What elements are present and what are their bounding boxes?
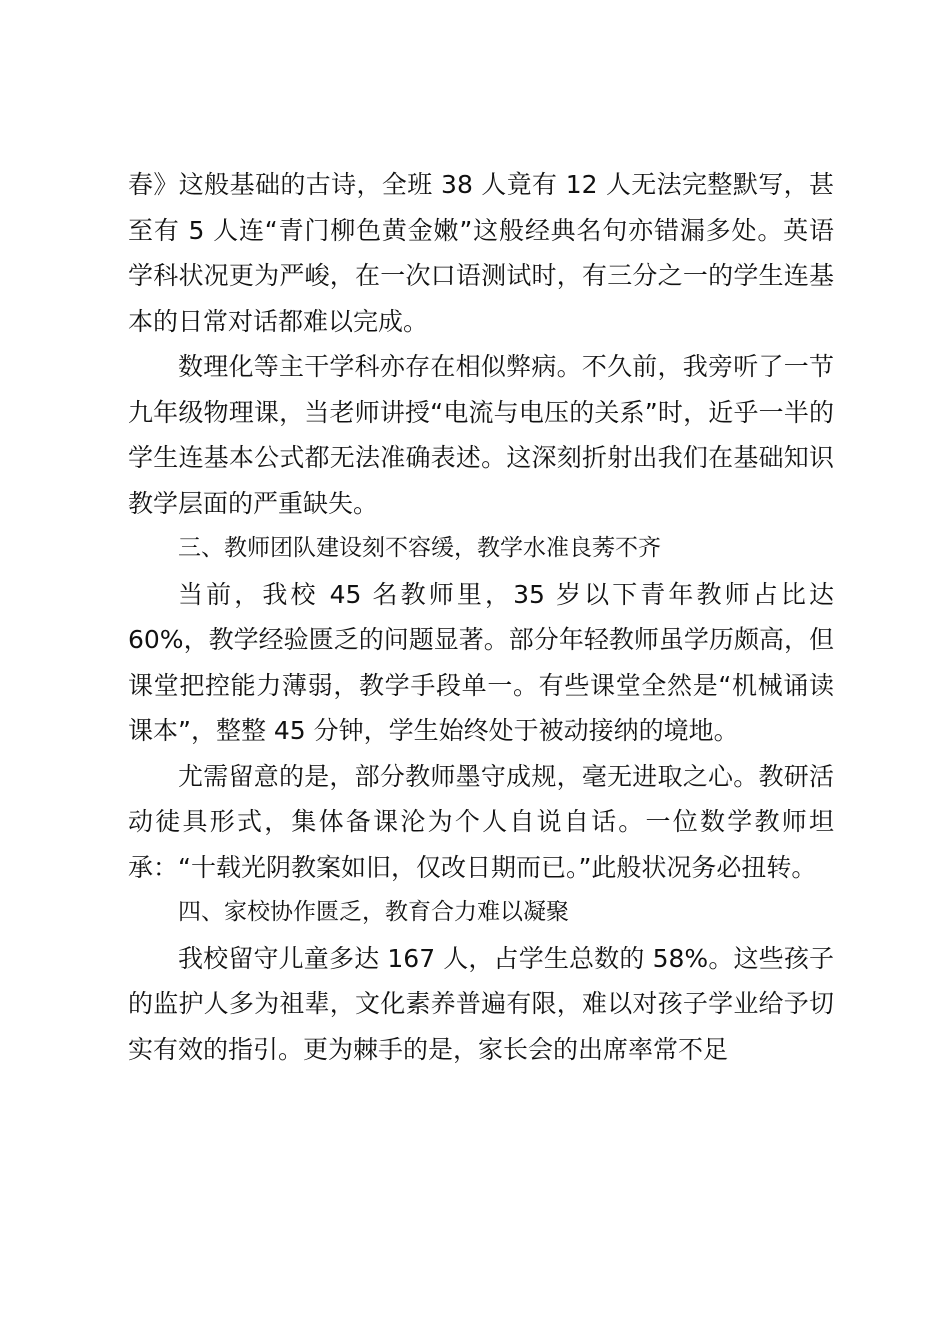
section-heading-home-school: 四、家校协作匮乏，教育合力难以凝聚 [178, 899, 569, 925]
paragraph-math-physics-chemistry: 数理化等主干学科亦存在相似弊病。不久前，我旁听了一节九年级物理课，当老师讲授“电流与电压的关系”时，近乎一半的学生连基本公式都无法准确表述。这深刻折射出我们在基础知识教学层面的严重缺失。 [128, 352, 834, 518]
paragraph-teaching-research: 尤需留意的是，部分教师墨守成规，毫无进取之心。教研活动徒具形式，集体备课沦为个人自说自话。一位数学教师坦承：“十载光阴教案如旧，仅改日期而已。”此般状况务必扭转。 [128, 761, 834, 882]
section-heading-teacher-team: 三、教师团队建设刻不容缓，教学水准良莠不齐 [178, 535, 661, 561]
paragraph-left-behind-children: 我校留守儿童多达 167 人，占学生总数的 58%。这些孩子的监护人多为祖辈，文化素养普遍有限，难以对孩子学业给予切实有效的指引。更为棘手的是，家长会的出席率常不足 [128, 943, 834, 1064]
paragraph-young-teachers: 当前，我校 45 名教师里，35 岁以下青年教师占比达 60%，教学经验匮乏的问题显著。部分年轻教师虽学历颇高，但课堂把控能力薄弱，教学手段单一。有些课堂全然是“机械诵读课本”，整整 45 分钟，学生始终处于被动接纳的境地。 [128, 579, 834, 745]
document-body [128, 162, 834, 1072]
paragraph-ancient-poem-dictation: 春》这般基础的古诗，全班 38 人竟有 12 人无法完整默写，甚至有 5 人连“青门柳色黄金嫩”这般经典名句亦错漏多处。英语学科状况更为严峻，在一次口语测试时，有三分之一的学生连基本的日常对话都难以完成。 [128, 170, 834, 336]
